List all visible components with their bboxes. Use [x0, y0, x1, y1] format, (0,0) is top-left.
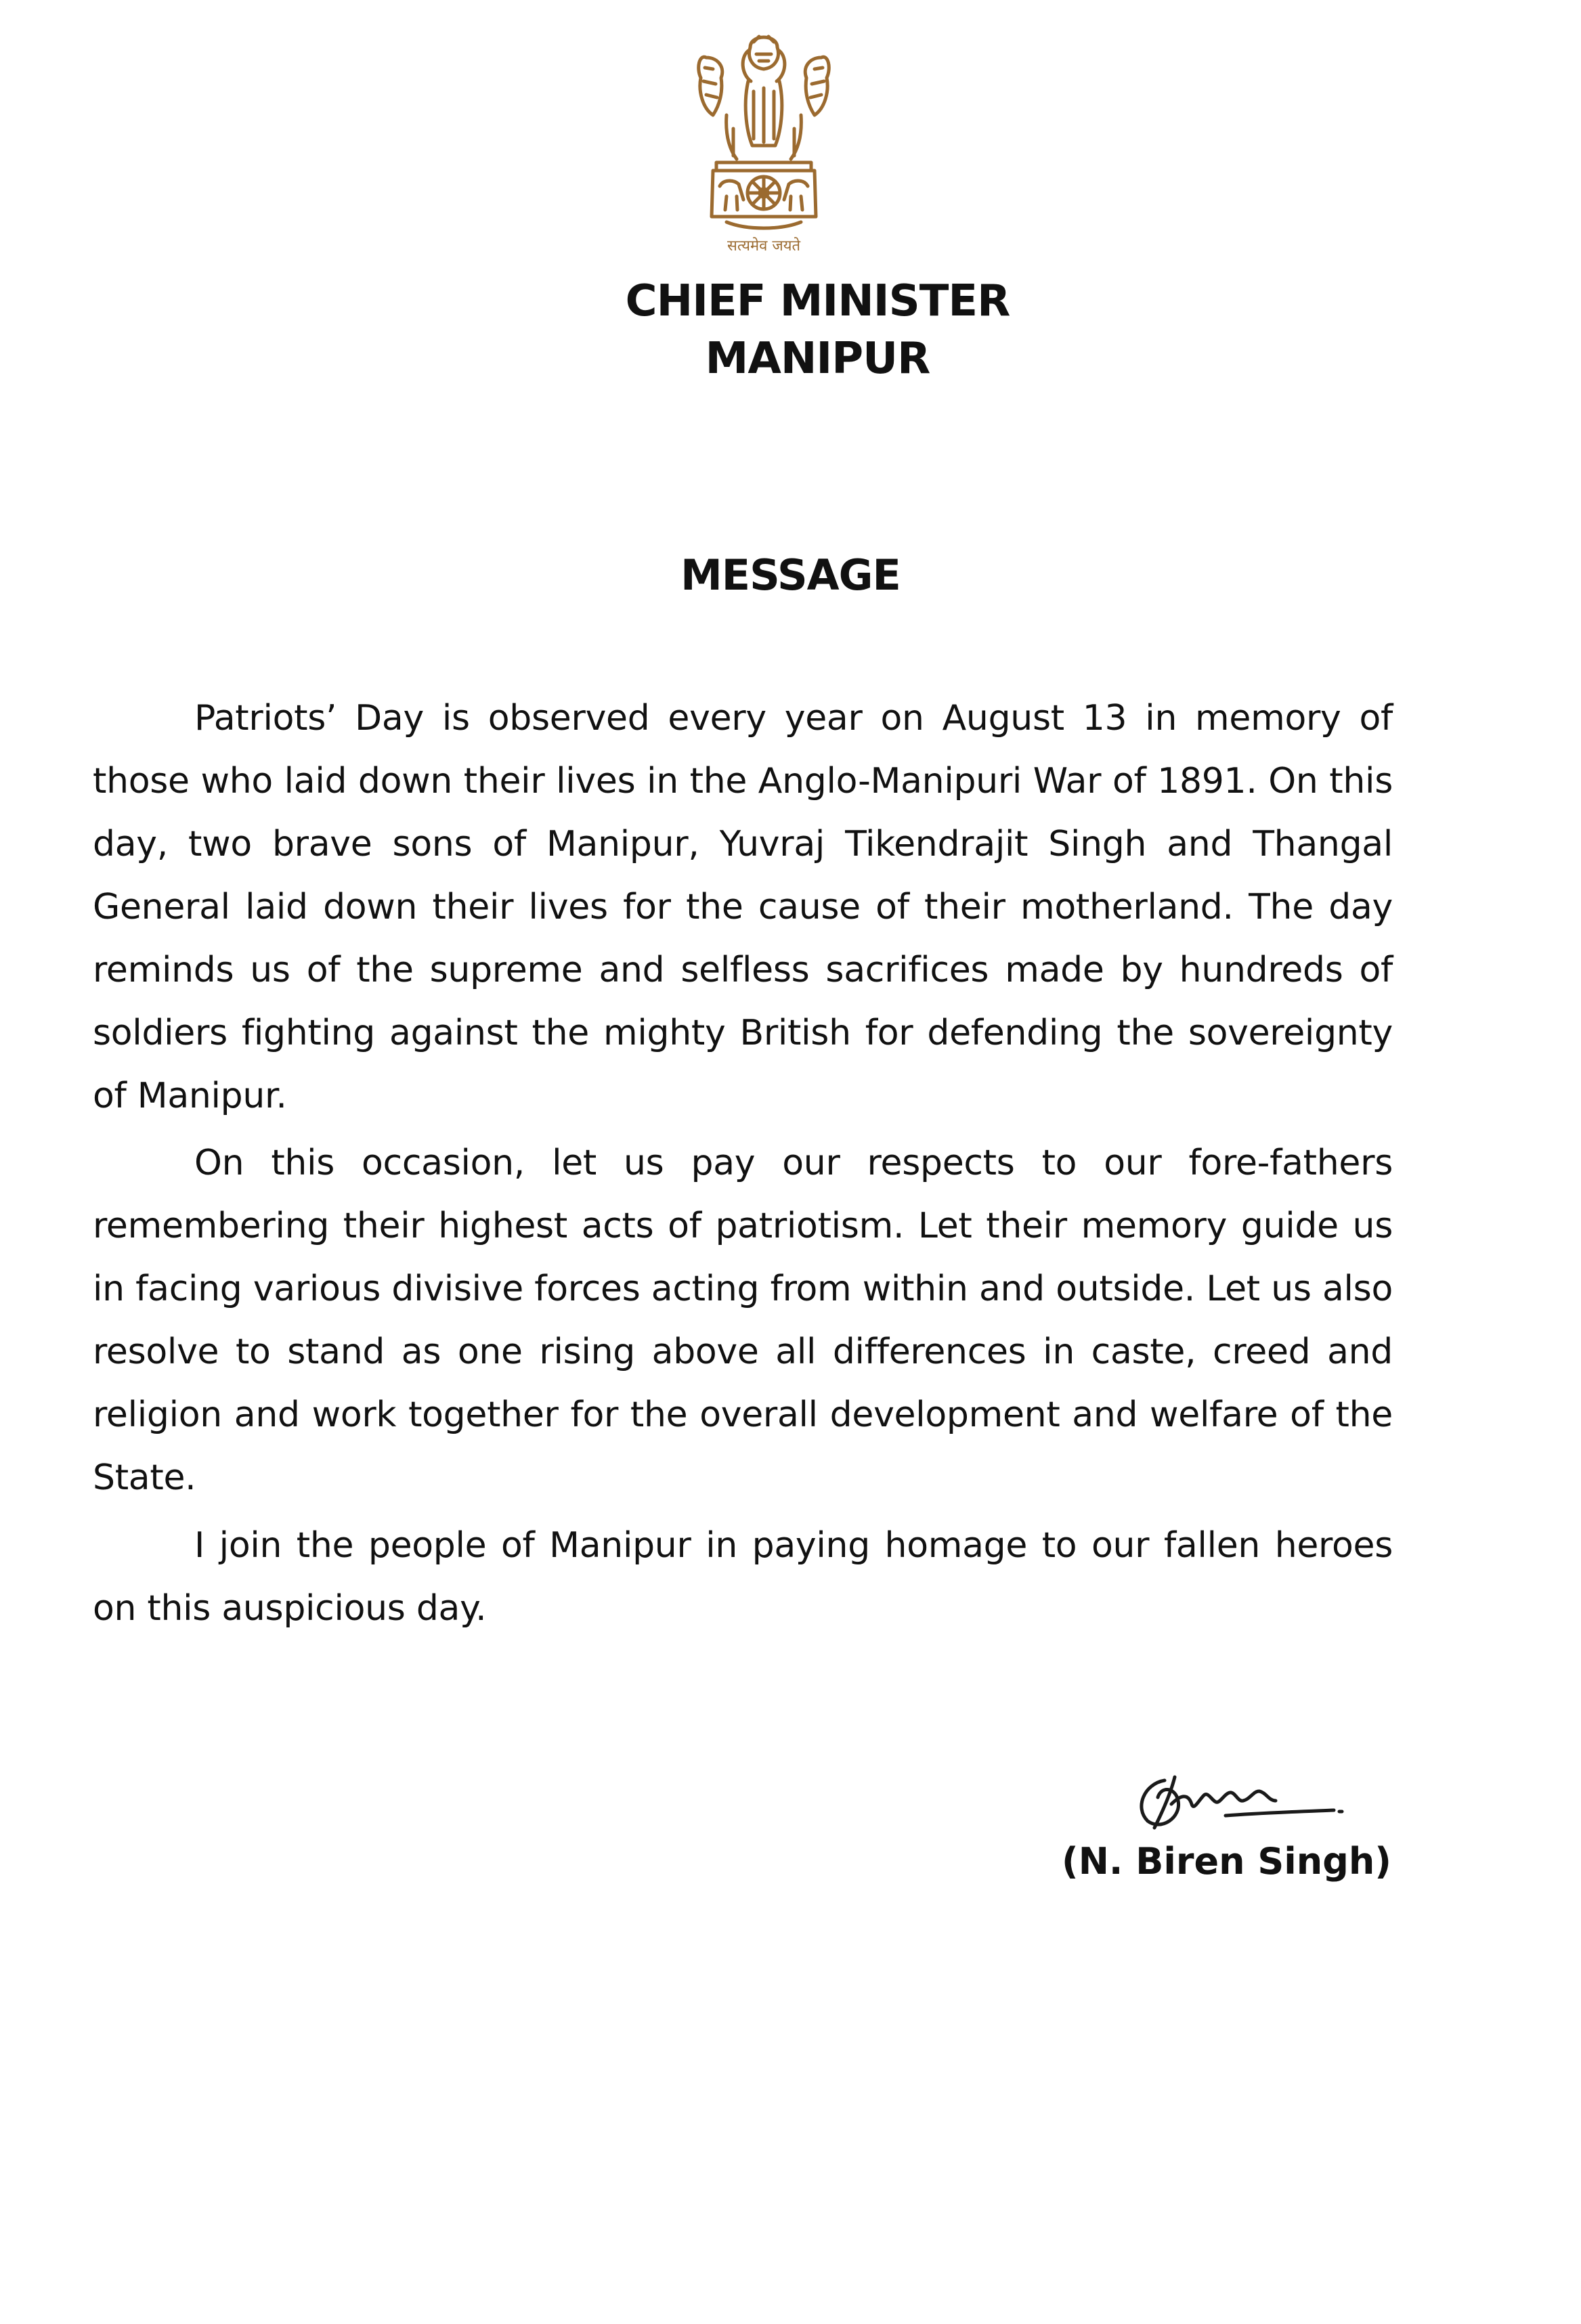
- office-title: CHIEF MINISTER: [625, 276, 1010, 326]
- message-paragraph-2: On this occasion, let us pay our respects to our fore-fathers remembering their highest acts of patriotism. Let their memory guide us in facing various divisive forces acting from within and outside. Let us also resolve to stand as one rising above all differences in caste, creed and religion and work together for the overall development and welfare of the State.: [93, 1143, 1393, 1498]
- handwritten-signature-icon: [1124, 1753, 1381, 1841]
- office-state: MANIPUR: [705, 334, 930, 384]
- signer-name: (N. Biren Singh): [1062, 1840, 1391, 1883]
- national-emblem-icon: [686, 27, 842, 261]
- message-paragraph-1: Patriots’ Day is observed every year on August 13 in memory of those who laid down their lives in the Anglo-Manipuri War of 1891. On this day, two brave sons of Manipur, Yuvraj Tikendrajit Singh and Thangal General laid down their lives for the cause of their motherland. The day reminds us of the supreme and selfless sacrifices made by hundreds of soldiers fighting against the mighty British for defending the sovereignty of Manipur.: [93, 698, 1393, 1116]
- message-title: MESSAGE: [680, 550, 901, 600]
- message-paragraph-3: I join the people of Manipur in paying homage to our fallen heroes on this auspicious day.: [93, 1525, 1393, 1629]
- svg-text:सत्यमेव जयते: सत्यमेव जयते: [727, 238, 801, 255]
